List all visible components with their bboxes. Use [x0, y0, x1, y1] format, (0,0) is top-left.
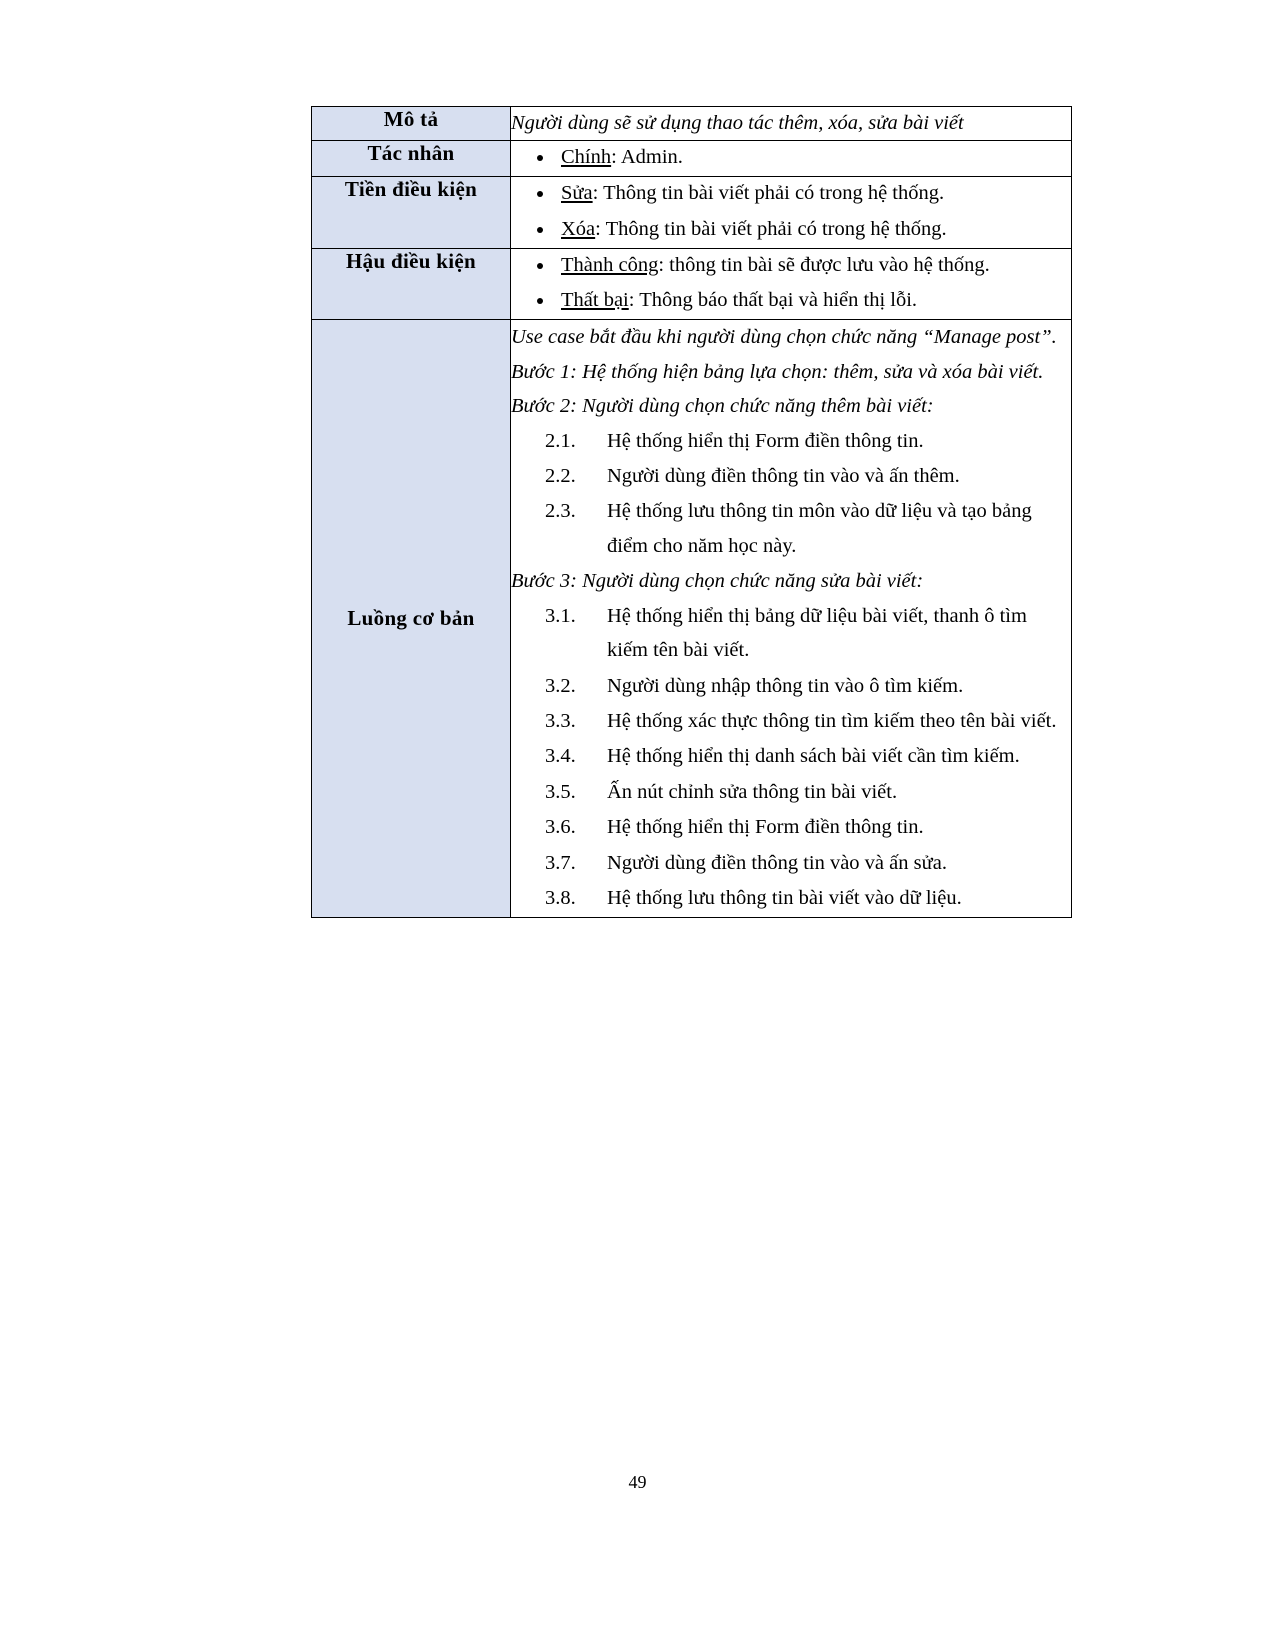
flow-paragraph: Bước 1: Hệ thống hiện bảng lựa chọn: thêm, sửa và xóa bài viết.: [511, 360, 1044, 383]
step-number: 2.2.: [545, 464, 576, 487]
actor-bullet-list: [511, 141, 1071, 174]
table-row: [312, 107, 1072, 141]
step-number: 3.3.: [545, 710, 576, 733]
list-item: [555, 249, 1071, 282]
list-item: [545, 599, 1071, 668]
list-item: [545, 494, 1071, 563]
step-number: 3.6.: [545, 816, 576, 839]
list-item: [545, 739, 1071, 773]
step-text: Hệ thống lưu thông tin bài viết vào dữ liệu.: [607, 887, 962, 910]
row-label-precondition: Tiền điều kiện: [312, 177, 511, 248]
step-number: 3.2.: [545, 674, 576, 697]
bullet-keyword: Sửa: [561, 182, 593, 205]
list-item: [555, 284, 1071, 317]
flow-paragraph: Use case bắt đầu khi người dùng chọn chức năng “Manage post”.: [511, 326, 1057, 349]
step-text: Hệ thống hiển thị bảng dữ liệu bài viết, thanh ô tìm kiếm tên bài viết.: [607, 604, 1027, 662]
table-row: [312, 141, 1072, 177]
step-number: 3.5.: [545, 780, 576, 803]
precondition-bullet-list: [511, 177, 1071, 245]
step-number: 2.1.: [545, 429, 576, 452]
step-text: Ấn nút chỉnh sửa thông tin bài viết.: [607, 780, 898, 803]
page-number: 49: [628, 1472, 647, 1492]
bullet-keyword: Chính: [561, 146, 612, 169]
bullet-text: : Admin.: [611, 146, 683, 169]
postcondition-bullet-list: [511, 249, 1071, 317]
row-label-description: Mô tả: [312, 107, 511, 141]
description-text: Người dùng sẽ sử dụng thao tác thêm, xóa, sửa bài viết: [511, 112, 964, 134]
row-content-postcondition: [511, 248, 1072, 319]
bullet-text: : Thông tin bài viết phải có trong hệ thống.: [595, 217, 947, 240]
list-item: [545, 424, 1071, 458]
list-item: [545, 775, 1071, 809]
step-number: 3.1.: [545, 604, 576, 627]
flow-step-list: [511, 599, 1071, 916]
list-item: [545, 669, 1071, 703]
row-label-basic-flow: Luồng cơ bản: [312, 320, 511, 917]
bullet-text: : thông tin bài sẽ được lưu vào hệ thống.: [658, 253, 990, 276]
step-text: Hệ thống hiển thị Form điền thông tin.: [607, 429, 924, 452]
step-text: Hệ thống hiển thị danh sách bài viết cần tìm kiếm.: [607, 745, 1020, 768]
bullet-text: : Thông báo thất bại và hiển thị lỗi.: [628, 289, 918, 312]
table-row: [312, 320, 1072, 917]
list-item: [545, 704, 1071, 738]
bullet-keyword: Thành công: [561, 253, 659, 276]
step-text: Người dùng điền thông tin vào và ấn thêm.: [607, 464, 960, 487]
step-number: 3.7.: [545, 851, 576, 874]
row-label-postcondition: Hậu điều kiện: [312, 248, 511, 319]
list-item: [555, 177, 1071, 210]
row-content-basic-flow: [511, 320, 1072, 917]
use-case-table: [311, 106, 1072, 918]
flow-step-list: [511, 424, 1071, 564]
step-text: Hệ thống xác thực thông tin tìm kiếm theo tên bài viết.: [607, 710, 1057, 733]
row-content-description: [511, 107, 1072, 141]
flow-paragraph: Bước 3: Người dùng chọn chức năng sửa bài viết:: [511, 570, 924, 593]
step-text: Hệ thống lưu thông tin môn vào dữ liệu và tạo bảng điểm cho năm học này.: [607, 500, 1032, 557]
row-label-actor: Tác nhân: [312, 141, 511, 177]
list-item: [545, 810, 1071, 844]
step-text: Người dùng nhập thông tin vào ô tìm kiếm.: [607, 674, 964, 697]
table-row: [312, 177, 1072, 248]
bullet-text: : Thông tin bài viết phải có trong hệ thống.: [592, 182, 945, 205]
step-number: 2.3.: [545, 500, 576, 523]
flow-paragraph: Bước 2: Người dùng chọn chức năng thêm bài viết:: [511, 395, 934, 418]
list-item: [545, 459, 1071, 493]
bullet-keyword: Thất bại: [561, 289, 629, 312]
step-number: 3.8.: [545, 887, 576, 910]
step-text: Hệ thống hiển thị Form điền thông tin.: [607, 816, 924, 839]
step-text: Người dùng điền thông tin vào và ấn sửa.: [607, 851, 947, 874]
list-item: [545, 846, 1071, 880]
row-content-precondition: [511, 177, 1072, 248]
list-item: [555, 141, 1071, 174]
table-row: [312, 248, 1072, 319]
row-content-actor: [511, 141, 1072, 177]
bullet-keyword: Xóa: [561, 217, 596, 240]
step-number: 3.4.: [545, 745, 576, 768]
list-item: [555, 213, 1071, 246]
list-item: [545, 881, 1071, 915]
